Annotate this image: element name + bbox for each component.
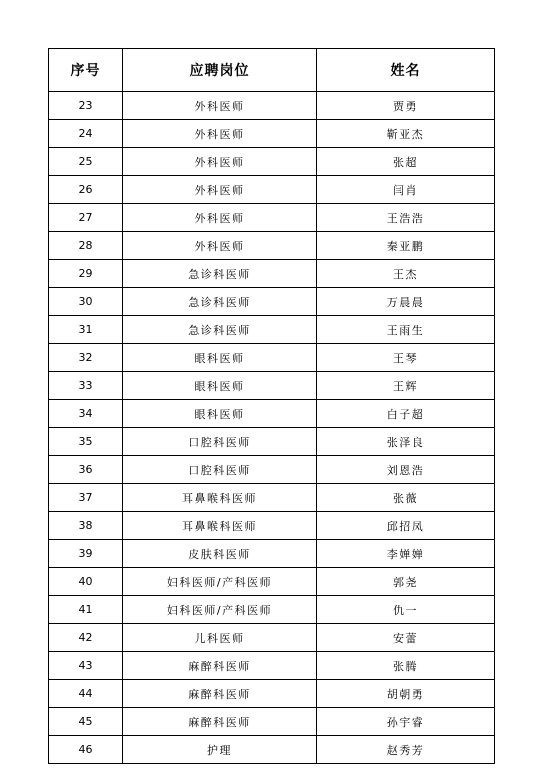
position-cell: 耳鼻喉科医师 xyxy=(123,484,317,512)
serial-number-cell: 46 xyxy=(49,736,123,764)
table-row xyxy=(49,288,495,316)
serial-number-cell: 28 xyxy=(49,232,123,260)
serial-number-cell: 32 xyxy=(49,344,123,372)
serial-number-cell: 37 xyxy=(49,484,123,512)
serial-number-cell: 42 xyxy=(49,624,123,652)
table-row xyxy=(49,736,495,764)
serial-number-cell: 45 xyxy=(49,708,123,736)
table-row xyxy=(49,232,495,260)
table-row xyxy=(49,680,495,708)
table-row xyxy=(49,372,495,400)
serial-number-cell: 35 xyxy=(49,428,123,456)
name-cell: 胡朝勇 xyxy=(317,680,495,708)
name-cell: 王雨生 xyxy=(317,316,495,344)
table-header-row xyxy=(49,49,495,92)
position-cell: 外科医师 xyxy=(123,120,317,148)
position-cell: 皮肤科医师 xyxy=(123,540,317,568)
name-cell: 王浩浩 xyxy=(317,204,495,232)
name-cell: 王辉 xyxy=(317,372,495,400)
position-cell: 外科医师 xyxy=(123,204,317,232)
position-cell: 眼科医师 xyxy=(123,400,317,428)
table-row xyxy=(49,316,495,344)
table-row xyxy=(49,512,495,540)
table-row xyxy=(49,344,495,372)
applicant-table xyxy=(48,48,495,764)
table-row xyxy=(49,708,495,736)
table-body xyxy=(49,92,495,764)
table-row xyxy=(49,428,495,456)
position-cell: 外科医师 xyxy=(123,92,317,120)
name-cell: 张薇 xyxy=(317,484,495,512)
serial-number-cell: 23 xyxy=(49,92,123,120)
position-cell: 妇科医师/产科医师 xyxy=(123,568,317,596)
name-cell: 白子超 xyxy=(317,400,495,428)
header-serial-number: 序号 xyxy=(49,49,123,92)
table-row xyxy=(49,596,495,624)
position-cell: 口腔科医师 xyxy=(123,428,317,456)
name-cell: 靳亚杰 xyxy=(317,120,495,148)
table-row xyxy=(49,148,495,176)
position-cell: 口腔科医师 xyxy=(123,456,317,484)
table-row xyxy=(49,568,495,596)
position-cell: 外科医师 xyxy=(123,232,317,260)
table-row xyxy=(49,456,495,484)
name-cell: 邱招凤 xyxy=(317,512,495,540)
name-cell: 王琴 xyxy=(317,344,495,372)
name-cell: 闫肖 xyxy=(317,176,495,204)
table-row xyxy=(49,92,495,120)
position-cell: 外科医师 xyxy=(123,176,317,204)
table-row xyxy=(49,176,495,204)
position-cell: 麻醉科医师 xyxy=(123,680,317,708)
serial-number-cell: 29 xyxy=(49,260,123,288)
table-row xyxy=(49,484,495,512)
header-position: 应聘岗位 xyxy=(123,49,317,92)
name-cell: 赵秀芳 xyxy=(317,736,495,764)
name-cell: 贾勇 xyxy=(317,92,495,120)
name-cell: 郭尧 xyxy=(317,568,495,596)
serial-number-cell: 43 xyxy=(49,652,123,680)
position-cell: 耳鼻喉科医师 xyxy=(123,512,317,540)
table-row xyxy=(49,652,495,680)
table-row xyxy=(49,120,495,148)
serial-number-cell: 33 xyxy=(49,372,123,400)
serial-number-cell: 34 xyxy=(49,400,123,428)
position-cell: 麻醉科医师 xyxy=(123,708,317,736)
serial-number-cell: 30 xyxy=(49,288,123,316)
serial-number-cell: 38 xyxy=(49,512,123,540)
position-cell: 外科医师 xyxy=(123,148,317,176)
name-cell: 张腾 xyxy=(317,652,495,680)
serial-number-cell: 44 xyxy=(49,680,123,708)
position-cell: 急诊科医师 xyxy=(123,288,317,316)
table-row xyxy=(49,540,495,568)
serial-number-cell: 26 xyxy=(49,176,123,204)
position-cell: 麻醉科医师 xyxy=(123,652,317,680)
name-cell: 刘恩浩 xyxy=(317,456,495,484)
name-cell: 张泽良 xyxy=(317,428,495,456)
name-cell: 仇一 xyxy=(317,596,495,624)
serial-number-cell: 24 xyxy=(49,120,123,148)
position-cell: 眼科医师 xyxy=(123,372,317,400)
position-cell: 眼科医师 xyxy=(123,344,317,372)
name-cell: 安蕾 xyxy=(317,624,495,652)
name-cell: 李婵婵 xyxy=(317,540,495,568)
position-cell: 护理 xyxy=(123,736,317,764)
table-row xyxy=(49,400,495,428)
position-cell: 儿科医师 xyxy=(123,624,317,652)
header-name: 姓名 xyxy=(317,49,495,92)
serial-number-cell: 27 xyxy=(49,204,123,232)
name-cell: 孙宇睿 xyxy=(317,708,495,736)
position-cell: 急诊科医师 xyxy=(123,260,317,288)
table-row xyxy=(49,260,495,288)
serial-number-cell: 36 xyxy=(49,456,123,484)
name-cell: 秦亚鹏 xyxy=(317,232,495,260)
name-cell: 张超 xyxy=(317,148,495,176)
table-row xyxy=(49,624,495,652)
serial-number-cell: 31 xyxy=(49,316,123,344)
serial-number-cell: 41 xyxy=(49,596,123,624)
name-cell: 王杰 xyxy=(317,260,495,288)
table-row xyxy=(49,204,495,232)
position-cell: 急诊科医师 xyxy=(123,316,317,344)
position-cell: 妇科医师/产科医师 xyxy=(123,596,317,624)
serial-number-cell: 25 xyxy=(49,148,123,176)
serial-number-cell: 40 xyxy=(49,568,123,596)
serial-number-cell: 39 xyxy=(49,540,123,568)
name-cell: 万晨晨 xyxy=(317,288,495,316)
